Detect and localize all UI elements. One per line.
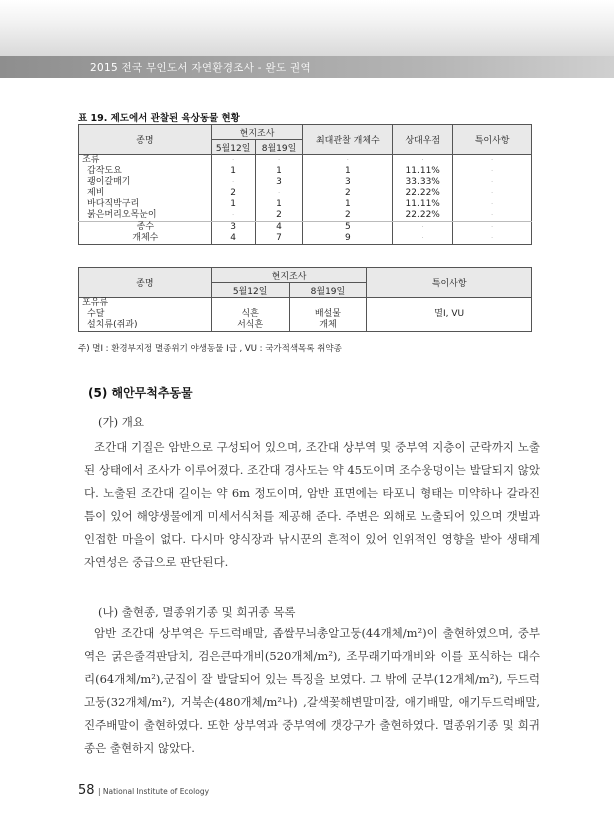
value-cell: 개체 (289, 320, 367, 332)
col-aug: 8월19일 (289, 283, 367, 298)
table-row (79, 177, 532, 188)
value-cell: · (393, 155, 453, 167)
table-row (79, 222, 532, 234)
col-aug: 8월19일 (255, 140, 303, 155)
value-cell (289, 298, 367, 310)
animal-table (78, 124, 532, 245)
col-max: 최대관찰 개체수 (303, 125, 393, 155)
table-row (79, 188, 532, 199)
col-dominance: 상대우점 (393, 125, 453, 155)
running-title: 2015 전국 무인도서 자연환경조사 - 완도 권역 (90, 62, 311, 74)
value-cell: 1 (303, 199, 393, 210)
value-cell: · (303, 155, 393, 167)
col-may: 5월12일 (211, 140, 255, 155)
value-cell: · (393, 233, 453, 245)
value-cell: 9 (303, 233, 393, 245)
table-row (79, 166, 532, 177)
subheading-species: (나) 출현종, 멸종위기종 및 희귀종 목록 (98, 605, 296, 619)
value-cell: 3 (303, 177, 393, 188)
value-cell: · (453, 222, 532, 234)
value-cell (367, 320, 532, 332)
table-row (79, 155, 532, 167)
table-row (79, 320, 532, 332)
table-row (79, 199, 532, 210)
value-cell: · (453, 210, 532, 222)
species-cell: 종수 (79, 222, 212, 234)
value-cell: 2 (303, 210, 393, 222)
page-header-band (0, 0, 614, 62)
value-cell: 5 (303, 222, 393, 234)
value-cell (367, 298, 532, 310)
table-footnote: 주) 멸Ⅰ : 환경부지정 멸종위기 야생동물 Ⅰ급 , VU : 국가적색목록 취약종 (78, 344, 342, 354)
value-cell: 배설물 (289, 309, 367, 320)
value-cell: 4 (211, 233, 255, 245)
value-cell: 4 (255, 222, 303, 234)
value-cell: 1 (255, 166, 303, 177)
table-row (79, 210, 532, 222)
value-cell: · (255, 155, 303, 167)
value-cell: · (211, 155, 255, 167)
value-cell: 7 (255, 233, 303, 245)
col-remarks: 특이사항 (453, 125, 532, 155)
paragraph-species: 암반 조간대 상부역은 두드럭배말, 좁쌀무늬총알고둥(44개체/m²)이 출현하였으며, 중부역은 굵은줄격판담치, 검은큰따개비(520개체/m²), 조무래기따개비와 이를 포식하는 대수리(64개체/m²),군집이 잘 발달되어 있는 특징을 보였다. 그 밖에 군부(12개체/m²), 두드럭고둥(32개체/m²), 거북손(480개체/m²나) ,갈색꽃해변말미잘, 애기배말, 애기두드럭배말, 진주배말이 출현하였다. 또한 상부역과 중부역에 갯강구가 출현하였다. 멸종위기종 및 희귀종은 출현하지 않았다. (84, 626, 540, 755)
section-heading: (5) 해안무척추동물 (88, 386, 193, 400)
col-remarks: 특이사항 (367, 268, 532, 298)
col-survey: 현지조사 (211, 125, 303, 140)
species-cell: 제비 (79, 188, 212, 199)
footer-org: | National Institute of Ecology (98, 787, 210, 796)
species-cell: 개체수 (79, 233, 212, 245)
value-cell: · (453, 177, 532, 188)
value-cell: 11.11% (393, 166, 453, 177)
table-caption: 표 19. 제도에서 관찰된 육상동물 현황 (78, 113, 240, 124)
value-cell: 3 (255, 177, 303, 188)
value-cell: 22.22% (393, 210, 453, 222)
value-cell: · (453, 199, 532, 210)
value-cell: · (255, 188, 303, 199)
paragraph-overview: 조간대 기질은 암반으로 구성되어 있으며, 조간대 상부역 및 중부역 지층이 군락까지 노출된 상태에서 조사가 이루어졌다. 조간대 경사도는 약 45도이며 조수웅덩이는 발달되지 않았다. 노출된 조간대 길이는 약 6m 정도이며, 암반 표면에는 타포니 형태는 미약하나 갈라진 틈이 있어 해양생물에게 미세서식처를 제공해 준다. 주변은 외해로 노출되어 있으며 갯벌과 인접한 마을이 없다. 다시마 양식장과 낚시꾼의 흔적이 있어 인위적인 영향을 받아 생태계 자연성은 중급으로 판단된다. (84, 440, 540, 569)
species-cell: 괭이갈매기 (79, 177, 212, 188)
value-cell: · (453, 166, 532, 177)
value-cell: 1 (211, 166, 255, 177)
subheading-overview: (가) 개요 (98, 415, 144, 429)
value-cell: 1 (211, 199, 255, 210)
value-cell: 2 (211, 188, 255, 199)
value-cell: 식흔 (211, 309, 289, 320)
value-cell: 33.33% (393, 177, 453, 188)
value-cell: 2 (303, 188, 393, 199)
col-species: 종명 (79, 125, 212, 155)
mammal-table (78, 267, 532, 332)
species-cell: 갑작도요 (79, 166, 212, 177)
table-row (79, 298, 532, 310)
species-cell: 바다직박구리 (79, 199, 212, 210)
value-cell: · (211, 210, 255, 222)
species-cell: 포유류 (79, 298, 212, 310)
table-row (79, 233, 532, 245)
value-cell: 11.11% (393, 199, 453, 210)
value-cell: · (453, 155, 532, 167)
value-cell: 1 (303, 166, 393, 177)
value-cell: 22.22% (393, 188, 453, 199)
value-cell: 3 (211, 222, 255, 234)
header-gradient (0, 0, 614, 56)
table-row (79, 309, 532, 320)
col-species: 종명 (79, 268, 212, 298)
value-cell (211, 298, 289, 310)
value-cell: 멸Ⅰ, VU (367, 309, 532, 320)
value-cell: 서식흔 (211, 320, 289, 332)
species-cell: 붉은머리오목눈이 (79, 210, 212, 222)
species-cell: 설치류(쥐과) (79, 320, 212, 332)
col-survey: 현지조사 (211, 268, 367, 283)
value-cell: · (211, 177, 255, 188)
col-may: 5월12일 (211, 283, 289, 298)
species-cell: 수달 (79, 309, 212, 320)
value-cell: 1 (255, 199, 303, 210)
value-cell: · (453, 233, 532, 245)
value-cell: 2 (255, 210, 303, 222)
value-cell: · (393, 222, 453, 234)
page-number: 58 (78, 783, 95, 798)
species-cell: 조류 (79, 155, 212, 167)
value-cell: · (453, 188, 532, 199)
